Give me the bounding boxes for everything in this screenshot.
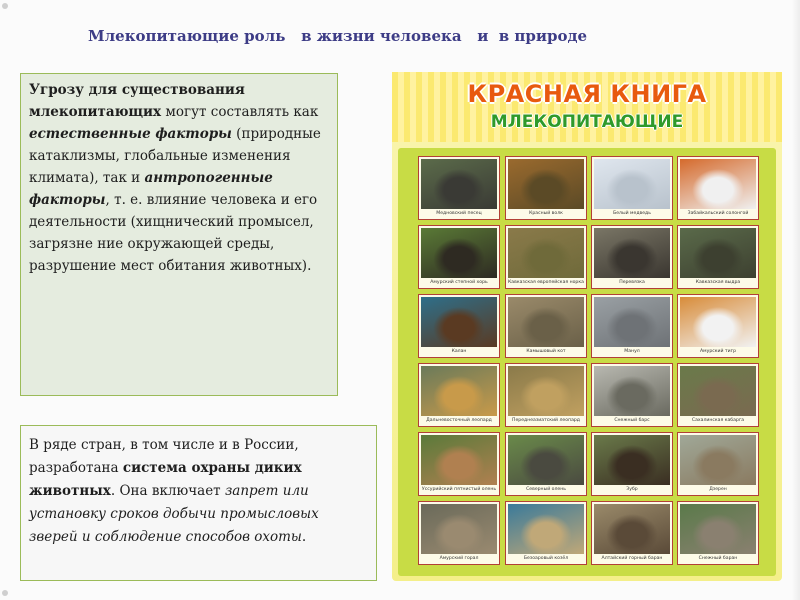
corner-dot [2,590,8,596]
animal-card [591,294,673,358]
hunting-rules-text: запрет или установку сроков добычи промысловых зверей и соблюдение способов охоты [29,483,319,545]
animal-photo [421,504,497,554]
natural-factors-term: естественные факторы [29,126,232,142]
animal-photo [594,228,670,278]
animal-card [505,225,587,289]
animal-caption: Манул [624,349,640,354]
animal-card [591,225,673,289]
animal-card [677,432,759,496]
animal-caption: Сахалинская кабарга [691,418,745,423]
animal-caption: Алтайский горный баран [601,556,663,561]
threats-lead: Угрозу для существования млекопитающих [29,82,245,120]
animal-caption: Белый медведь [613,211,651,216]
protection-text-box [20,425,377,581]
animal-photo [594,159,670,209]
threats-text-part: (природные катаклизмы, глобальные изменения климата), так и [29,126,321,186]
animal-card [677,363,759,427]
protection-paragraph [29,434,368,549]
animal-photo [421,435,497,485]
animal-photo [680,504,756,554]
animal-card [505,501,587,565]
animal-caption: Амурский степной хорь [430,280,488,285]
animal-photo [680,435,756,485]
red-book-poster [392,72,782,581]
animal-photo [680,228,756,278]
threats-text-part: могут составлять как [161,104,319,120]
protection-text-part: . Она включает [110,483,225,499]
animal-photo [508,228,584,278]
animal-photo [508,297,584,347]
animal-photo [508,159,584,209]
animal-caption: Красный волк [529,211,563,216]
threats-paragraph [29,79,329,277]
threats-text-part: , т. е. влияние человека и его деятельности (хищнический промысел, загрязне ние окружающей среды, разрушение мест обитания животных). [29,192,318,274]
animal-photo [594,504,670,554]
threats-text-box [20,73,338,396]
animal-photo [508,435,584,485]
animal-photo [680,297,756,347]
animal-caption: Медновский песец [436,211,482,216]
animal-photo [421,366,497,416]
animal-card [677,156,759,220]
animal-card [677,294,759,358]
animal-caption: Камышовый кот [526,349,566,354]
animal-caption: Уссурийский пятнистый олень [421,487,497,492]
animal-card [418,363,500,427]
poster-grid [398,148,776,576]
animal-card [591,432,673,496]
animal-card [591,156,673,220]
animal-caption: Амурский горал [439,556,479,561]
animal-card [505,363,587,427]
animal-card [505,156,587,220]
animal-photo [680,366,756,416]
protection-text-part: В ряде стран, в том числе и в России, разработана [29,437,299,476]
animal-card [418,501,500,565]
animal-caption: Забайкальский солонгой [687,211,749,216]
animal-photo [680,159,756,209]
animal-photo [421,228,497,278]
animal-card [418,294,500,358]
animal-card [505,294,587,358]
animal-card [591,363,673,427]
protection-text-part: . [301,529,307,545]
animal-photo [508,504,584,554]
protection-system-term: система охраны диких животных [29,460,302,499]
poster-title: КРАСНАЯ КНИГА [467,80,707,108]
animal-photo [594,366,670,416]
slide-title: Млекопитающие роль в жизни человека и в природе [88,27,588,45]
animal-caption: Калан [451,349,467,354]
animal-card [418,225,500,289]
animal-caption: Амурский тигр [700,349,736,354]
animal-photo [594,297,670,347]
animal-card [677,501,759,565]
animal-card [418,156,500,220]
animal-caption: Безоаровый козёл [523,556,569,561]
page-edge-shadow [792,0,800,600]
animal-card [418,432,500,496]
anthropogenic-factors-term: антропогенные факторы [29,170,273,208]
animal-caption: Зубр [626,487,638,492]
corner-dot [2,3,8,9]
animal-photo [421,297,497,347]
animal-caption: Кавказская европейская норка [508,280,584,285]
animal-caption: Дзерен [709,487,727,492]
animal-caption: Снежный баран [698,556,738,561]
animal-caption: Дальневосточный леопард [426,418,492,423]
animal-card [591,501,673,565]
animal-photo [508,366,584,416]
animal-caption: Северный олень [526,487,566,492]
poster-subtitle: МЛЕКОПИТАЮЩИЕ [490,112,684,132]
animal-photo [421,159,497,209]
animal-caption: Снежный барс [614,418,650,423]
animal-card [677,225,759,289]
animal-caption: Перевязка [619,280,645,285]
animal-caption: Кавказская выдра [695,280,741,285]
animal-caption: Переднеазиатский леопард [512,418,580,423]
animal-photo [594,435,670,485]
animal-card [505,432,587,496]
